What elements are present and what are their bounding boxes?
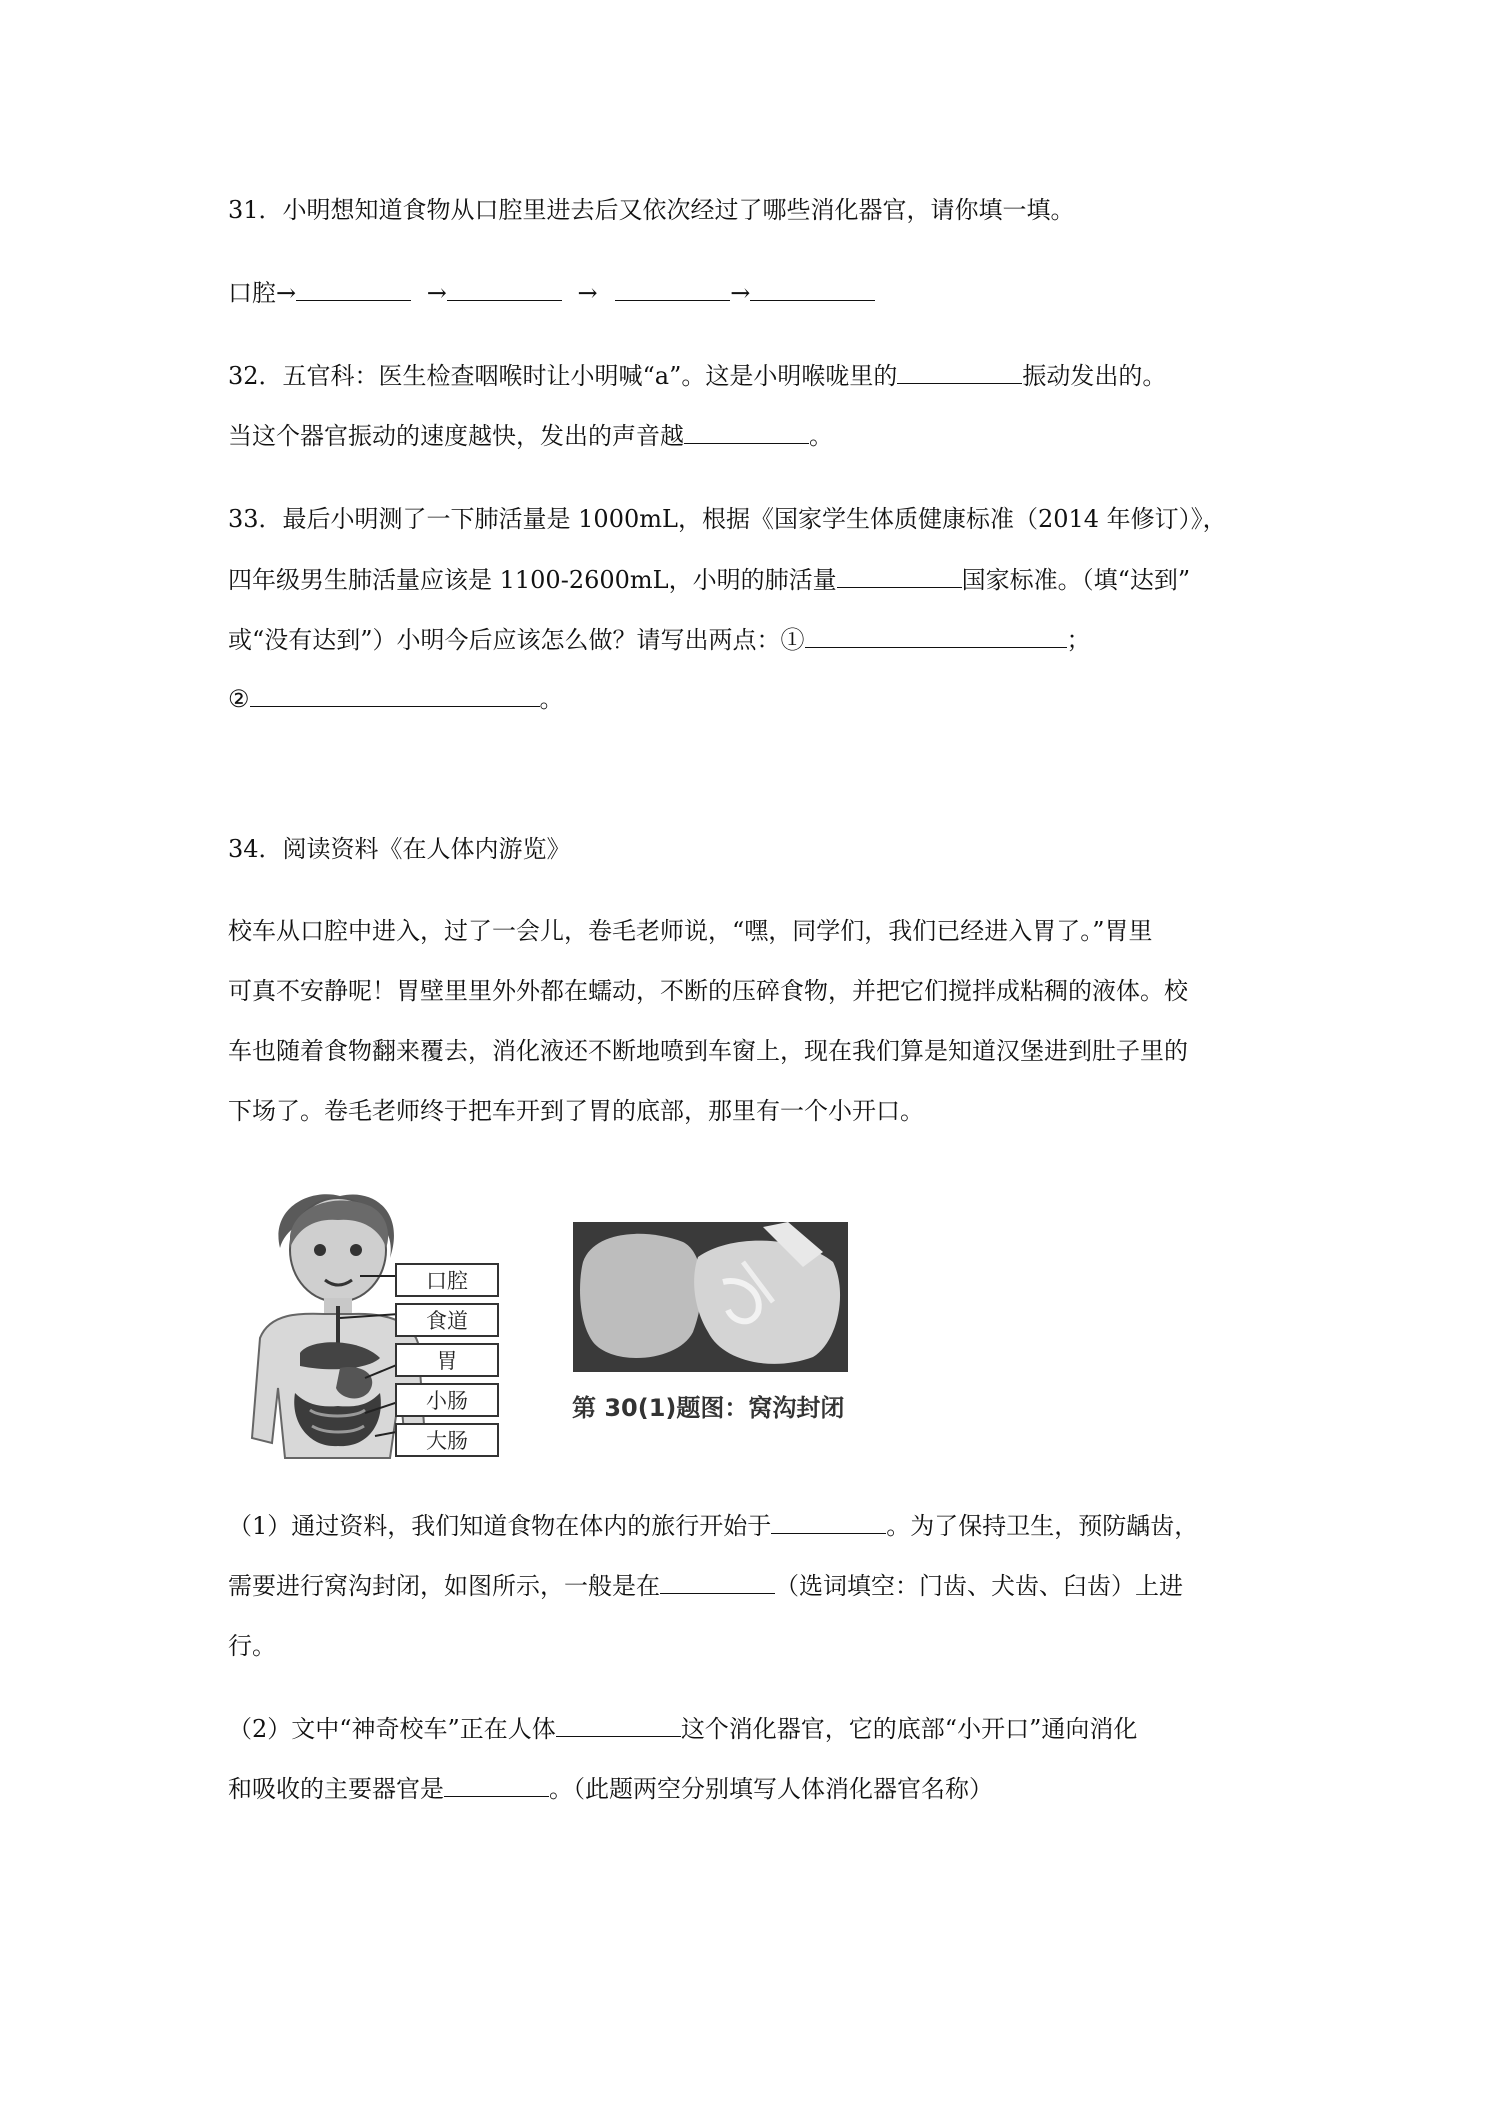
q32-text-b: 振动发出的。 xyxy=(1022,362,1167,390)
q32-line1 xyxy=(228,359,1166,393)
q34-sub2-text-c: 和吸收的主要器官是 xyxy=(228,1775,444,1803)
q31-blank-4[interactable] xyxy=(750,278,875,301)
label-esophagus: 食道 xyxy=(395,1303,499,1337)
q34-sub1-text-c: 需要进行窝沟封闭，如图所示，一般是在 xyxy=(228,1572,660,1600)
q34-sub1-blank-1[interactable] xyxy=(771,1511,886,1534)
q33-line2 xyxy=(228,563,1190,597)
q31-blank-1[interactable] xyxy=(296,278,411,301)
q33-text-e: ② xyxy=(228,685,250,713)
label-stomach: 胃 xyxy=(395,1343,499,1377)
q34-sub2-blank-2[interactable] xyxy=(444,1774,549,1797)
q32-text-d: 。 xyxy=(809,422,833,450)
arrow: → xyxy=(577,279,598,307)
label-large-intestine: 大肠 xyxy=(395,1423,499,1457)
q34-sub1-text-d: （选词填空：门齿、犬齿、臼齿）上进 xyxy=(775,1572,1183,1600)
q34-para-line-1: 校车从口腔中进入，过了一会儿，卷毛老师说，“嘿，同学们，我们已经进入胃了。”胃里 xyxy=(228,917,1153,945)
figure-caption: 第 30(1)题图：窝沟封闭 xyxy=(572,1394,845,1422)
q33-line1: 33．最后小明测了一下肺活量是 1000mL，根据《国家学生体质健康标准（2014 年修订）》， xyxy=(228,505,1227,533)
q33-line3 xyxy=(228,623,1091,657)
q34-sub1-text-b: 。为了保持卫生，预防龋齿， xyxy=(886,1512,1199,1540)
q34-sub1-line3: 行。 xyxy=(228,1632,276,1660)
q31-blank-3[interactable] xyxy=(615,278,730,301)
label-small-intestine: 小肠 xyxy=(395,1383,499,1417)
q33-text-d: ； xyxy=(1066,626,1091,654)
q32-line2 xyxy=(228,419,833,453)
q32-blank-2[interactable] xyxy=(684,421,809,444)
q34-sub1-blank-2[interactable] xyxy=(660,1571,775,1594)
q34-sub2-blank-1[interactable] xyxy=(556,1714,681,1737)
q34-sub2-text-a: （2）文中“神奇校车”正在人体 xyxy=(228,1715,556,1743)
q32-blank-1[interactable] xyxy=(897,361,1022,384)
q32-text-a: 32．五官科：医生检查咽喉时让小明喊“a”。这是小明喉咙里的 xyxy=(228,362,898,390)
q33-line4 xyxy=(228,682,564,716)
q31-blank-2[interactable] xyxy=(447,278,562,301)
q33-blank-2[interactable] xyxy=(805,625,1067,648)
q32-text-c: 当这个器官振动的速度越快，发出的声音越 xyxy=(228,422,684,450)
arrow: → xyxy=(730,279,751,307)
q33-text-c: 或“没有达到”）小明今后应该怎么做？请写出两点：① xyxy=(228,626,805,654)
q34-title: 34．阅读资料《在人体内游览》 xyxy=(228,835,571,863)
q34-sub2-line1 xyxy=(228,1712,1137,1746)
tooth-sealing-photo xyxy=(573,1222,848,1372)
q34-para-line-2: 可真不安静呢！胃壁里里外外都在蠕动，不断的压碎食物，并把它们搅拌成粘稠的液体。校 xyxy=(228,977,1188,1005)
q34-sub1-line2 xyxy=(228,1569,1183,1603)
q34-para-line-4: 下场了。卷毛老师终于把车开到了胃的底部，那里有一个小开口。 xyxy=(228,1097,924,1125)
q34-sub1-line1 xyxy=(228,1509,1198,1543)
q33-blank-1[interactable] xyxy=(837,565,962,588)
label-mouth: 口腔 xyxy=(395,1263,499,1297)
q34-para-line-3: 车也随着食物翻来覆去，消化液还不断地喷到车窗上，现在我们算是知道汉堡进到肚子里的 xyxy=(228,1037,1188,1065)
q31-sequence xyxy=(228,276,875,310)
q33-blank-3[interactable] xyxy=(250,684,540,707)
q33-text-a: 四年级男生肺活量应该是 1100-2600mL，小明的肺活量 xyxy=(228,566,837,594)
q34-sub2-text-d: 。（此题两空分别填写人体消化器官名称） xyxy=(549,1775,993,1803)
q33-text-b: 国家标准。（填“达到” xyxy=(961,566,1191,594)
q34-sub2-line2 xyxy=(228,1772,993,1806)
arrow: → xyxy=(426,279,447,307)
q31-start: 口腔 xyxy=(228,279,276,307)
q31-text: 31．小明想知道食物从口腔里进去后又依次经过了哪些消化器官，请你填一填。 xyxy=(228,196,1075,224)
q34-sub1-text-a: （1）通过资料，我们知道食物在体内的旅行开始于 xyxy=(228,1512,772,1540)
arrow: → xyxy=(276,279,297,307)
q34-sub2-text-b: 这个消化器官，它的底部“小开口”通向消化 xyxy=(680,1715,1138,1743)
q33-text-f: 。 xyxy=(539,685,564,713)
